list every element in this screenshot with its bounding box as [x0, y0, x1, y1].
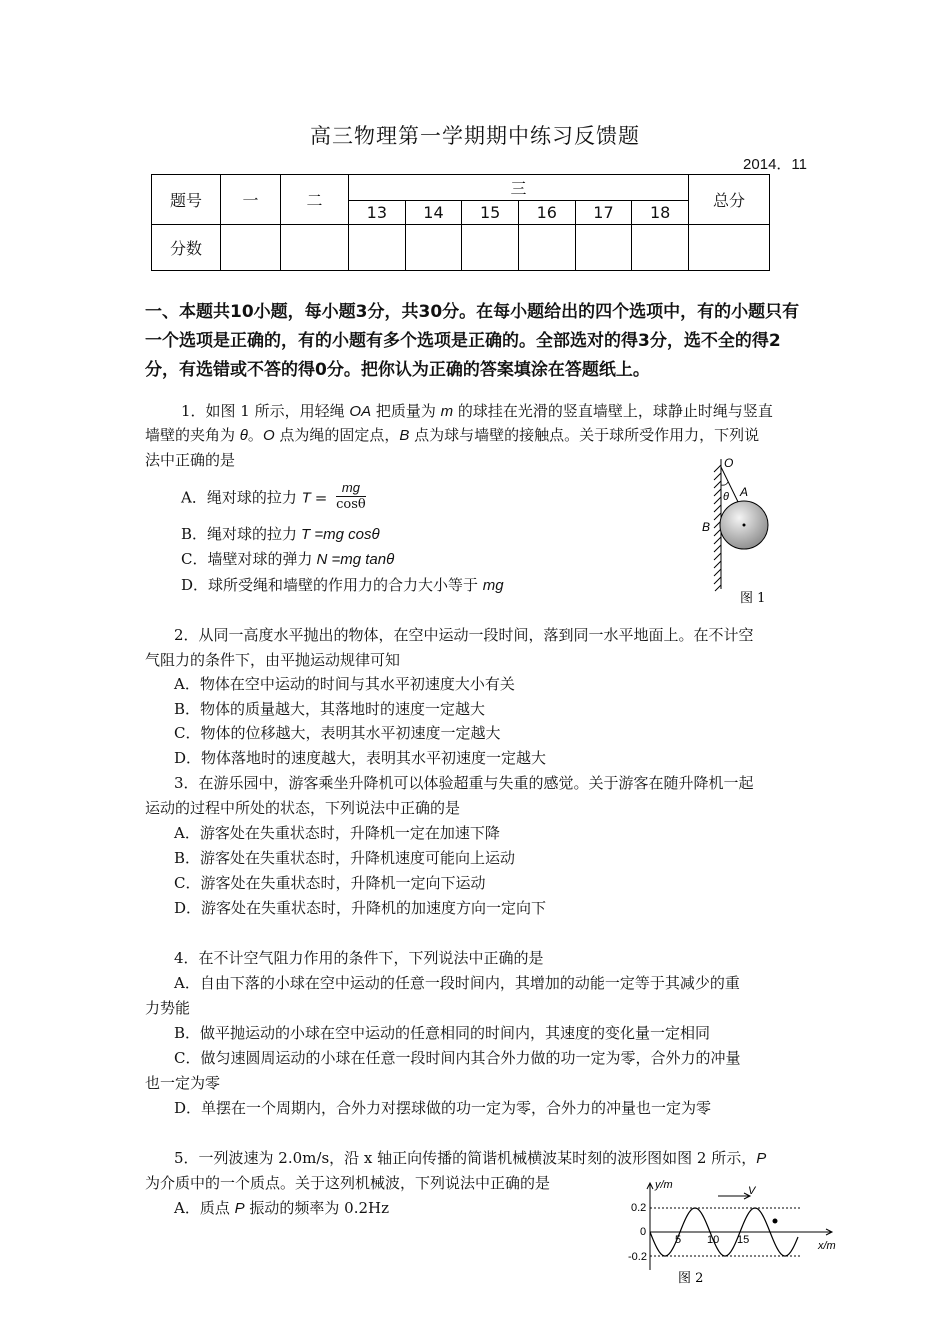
row1-label: 题号 — [152, 175, 221, 225]
figure-2-caption: 图 2 — [678, 1271, 704, 1286]
tick-y-zero: 0 — [640, 1226, 647, 1238]
y-axis-label: y/m — [655, 1179, 673, 1191]
q1-option-d: D．球所受绳和墙壁的作用力的合力大小等于 mg — [181, 576, 504, 594]
tick-x-15: 15 — [737, 1234, 750, 1246]
q4-option-b: B．做平抛运动的小球在空中运动的任意相同的时间内，其速度的变化量一定相同 — [174, 1024, 711, 1042]
q3-option-d: D．游客处在失重状态时，升降机的加速度方向一定向下 — [174, 899, 547, 917]
sub-15: 15 — [462, 201, 519, 225]
tick-y-bottom: -0.2 — [628, 1251, 647, 1263]
q4-stem: 4．在不计空气阻力作用的条件下，下列说法中正确的是 — [174, 949, 544, 967]
q3-stem-line2: 运动的过程中所处的状态，下列说法中正确的是 — [145, 799, 461, 817]
sub-13: 13 — [349, 201, 406, 225]
col-two: 二 — [281, 175, 349, 225]
col-total: 总分 — [689, 175, 770, 225]
score-cell — [632, 225, 689, 271]
q2-stem-line2: 气阻力的条件下，由平抛运动规律可知 — [145, 651, 401, 669]
q5-option-a: A．质点 P 振动的频率为 0.2Hz — [174, 1199, 390, 1217]
tick-x-5: 5 — [675, 1234, 682, 1246]
q2-option-a: A．物体在空中运动的时间与其水平初速度大小有关 — [174, 675, 515, 693]
q1-option-b: B．绳对球的拉力 T =mg cosθ — [181, 525, 380, 543]
score-cell — [689, 225, 770, 271]
score-cell — [462, 225, 519, 271]
q3-option-c: C．游客处在失重状态时，升降机一定向下运动 — [174, 874, 486, 892]
q4-option-c-line2: 也一定为零 — [145, 1074, 221, 1092]
score-table — [151, 174, 770, 271]
q5-stem-line2: 为介质中的一个质点。关于这列机械波，下列说法中正确的是 — [145, 1174, 551, 1192]
x-axis-label: x/m — [818, 1240, 836, 1252]
point-p — [773, 1219, 778, 1224]
q2-option-b: B．物体的质量越大，其落地时的速度一定越大 — [174, 700, 486, 718]
q5-stem-line1: 5．一列波速为 2.0m/s，沿 x 轴正向传播的简谐机械横波某时刻的波形图如图 2 所示，P — [174, 1149, 767, 1167]
date: 2014．11 — [743, 156, 807, 173]
sub-18: 18 — [632, 201, 689, 225]
section1-intro: 一、本题共10小题，每小题3分，共30分。在每小题给出的四个选项中，有的小题只有一个选项是正确的，有的小题有多个选项是正确的。全部选对的得3分，选不全的得2分，有选错或不答的得0分。把你认为正确的答案填涂在答题纸上。 — [145, 302, 800, 380]
sub-14: 14 — [405, 201, 462, 225]
sub-17: 17 — [575, 201, 632, 225]
score-cell — [281, 225, 349, 271]
q2-stem-line1: 2．从同一高度水平抛出的物体，在空中运动一段时间，落到同一水平地面上。在不计空 — [174, 626, 754, 644]
q3-option-b: B．游客处在失重状态时，升降机速度可能向上运动 — [174, 849, 516, 867]
q1-stem-line3: 法中正确的是 — [145, 451, 236, 469]
score-cell — [349, 225, 406, 271]
score-cell — [575, 225, 632, 271]
score-cell — [518, 225, 575, 271]
figure-1-caption: 图 1 — [740, 591, 766, 606]
q1-stem-line1: 1．如图 1 所示，用轻绳 OA 把质量为 m 的球挂在光滑的竖直墙壁上，球静止时绳与竖直 — [181, 402, 773, 420]
q4-option-c-line1: C．做匀速圆周运动的小球在任意一段时间内其合外力做的功一定为零，合外力的冲量 — [174, 1049, 741, 1067]
label-b: B — [702, 520, 711, 534]
q2-option-d: D．物体落地时的速度越大，表明其水平初速度一定越大 — [174, 749, 547, 767]
q3-stem-line1: 3．在游乐园中，游客乘坐升降机可以体验超重与失重的感觉。关于游客在随升降机一起 — [174, 774, 754, 792]
angle-arc — [721, 482, 728, 485]
sub-16: 16 — [518, 201, 575, 225]
ball-center-dot — [743, 524, 746, 527]
velocity-label: V — [748, 1185, 756, 1197]
label-o: O — [724, 456, 734, 470]
q1-option-c: C．墙壁对球的弹力 N =mg tanθ — [181, 550, 395, 568]
tick-y-top: 0.2 — [631, 1202, 647, 1214]
col-three: 三 — [349, 175, 689, 201]
label-theta: θ — [723, 491, 729, 503]
fraction: $\frac{mg}{\cos\theta}$ — [336, 480, 366, 512]
q1-stem-line2: 墙壁的夹角为 θ。O 点为绳的固定点，B 点为球与墙壁的接触点。关于球所受作用力，下列说 — [145, 426, 760, 444]
page-title: 高三物理第一学期期中练习反馈题 — [310, 124, 640, 148]
q1-option-a: A．绳对球的拉力 T = $\frac{mg}{\cos\theta}$ — [181, 480, 366, 512]
q4-option-a-line1: A．自由下落的小球在空中运动的任意一段时间内，其增加的动能一定等于其减少的重 — [174, 974, 740, 992]
figure-2 — [622, 1178, 850, 1286]
q2-option-c: C．物体的位移越大，表明其水平初速度一定越大 — [174, 724, 501, 742]
figure-1 — [695, 455, 815, 615]
score-cell — [405, 225, 462, 271]
q3-option-a: A．游客处在失重状态时，升降机一定在加速下降 — [174, 824, 500, 842]
col-one: 一 — [221, 175, 281, 225]
row2-label: 分数 — [152, 225, 221, 271]
q4-option-a-line2: 力势能 — [145, 999, 191, 1017]
score-cell — [221, 225, 281, 271]
tick-x-10: 10 — [707, 1234, 720, 1246]
q4-option-d: D．单摆在一个周期内，合外力对摆球做的功一定为零，合外力的冲量也一定为零 — [174, 1099, 712, 1117]
label-a: A — [740, 485, 749, 499]
